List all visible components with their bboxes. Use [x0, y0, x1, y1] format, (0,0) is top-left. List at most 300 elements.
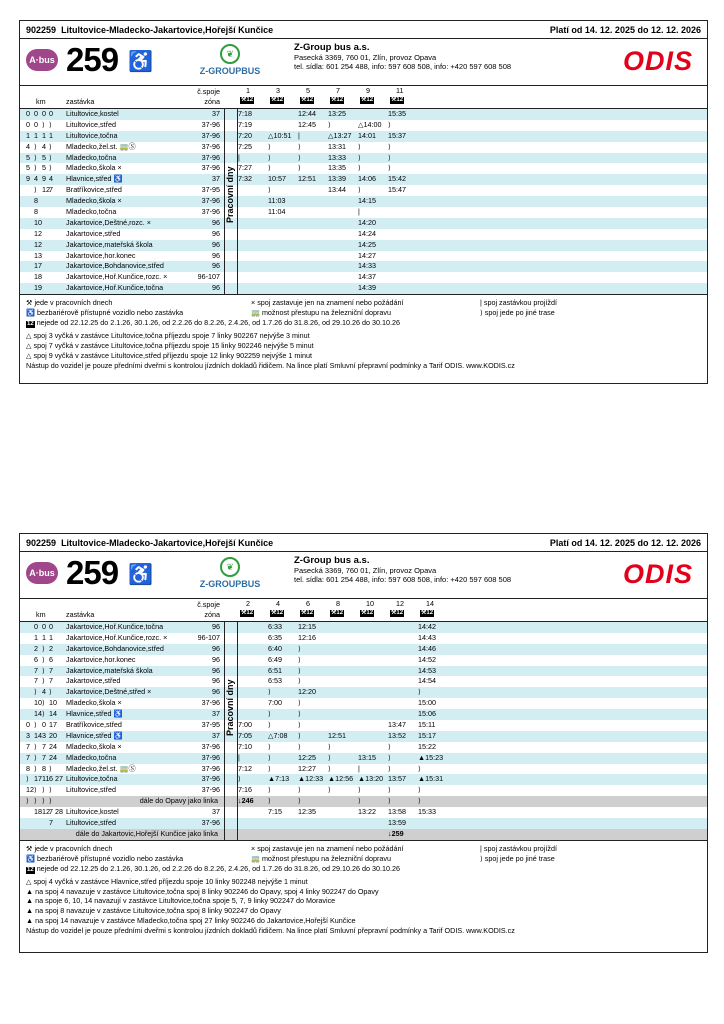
- note-line: ▲ na spoj 4 navazuje v zastávce Litultovice,točna spoj 8 linky 902246 do Opavy, spoj 4 linky 902247 do Opavy: [26, 886, 379, 896]
- km-value: 1: [49, 632, 53, 642]
- km-value: 10: [34, 217, 42, 227]
- km-value: ⟩: [34, 152, 37, 162]
- km-value: 0: [26, 720, 30, 730]
- km-value: 12: [42, 185, 50, 195]
- departure-time: ↓246: [238, 796, 254, 806]
- departure-time: 12:51: [298, 174, 316, 184]
- km-value: 6: [34, 654, 38, 664]
- zone-value: 96: [212, 250, 220, 260]
- route-name: Litultovice-Mladecko-Jakartovice,Hořejší Kunčice: [61, 538, 274, 548]
- legend-item: ♿ bezbariérově přístupné vozidlo nebo zastávka: [26, 853, 184, 863]
- departure-time: 6:40: [268, 643, 282, 653]
- stop-name: Litultovice,točna: [66, 774, 118, 784]
- km-value: 3: [26, 730, 30, 740]
- timetable-row: [20, 218, 707, 229]
- departure-time: ⟩: [358, 141, 361, 151]
- timetable-row: [20, 742, 707, 753]
- trip-flag-badge: ⚒12: [391, 97, 404, 103]
- departure-time: 13:33: [328, 152, 346, 162]
- timetable-row: [20, 283, 707, 294]
- zone-value: 96: [212, 283, 220, 293]
- zone-value: 37-96: [201, 785, 220, 795]
- departure-time: ⟩: [268, 163, 271, 173]
- km-value: 7: [34, 676, 38, 686]
- stop-name: Jakartovice,Deštné,rozc. ×: [66, 217, 151, 227]
- stop-name: Litultovice,střed: [66, 119, 116, 129]
- brand-bar: [20, 552, 707, 599]
- departure-time: ⟩: [358, 796, 361, 806]
- km-value: 0: [42, 622, 46, 631]
- departure-time: 10:57: [268, 174, 286, 184]
- departure-time: ▲13:20: [358, 774, 384, 784]
- trip-number: 2: [246, 599, 250, 608]
- km-value: 12: [42, 807, 50, 817]
- timetable-row: [20, 698, 707, 709]
- departure-time: 7:10: [238, 741, 252, 751]
- km-value: ⟩: [34, 785, 37, 795]
- departure-time: ⟩: [298, 676, 301, 686]
- km-value: 7: [49, 818, 53, 828]
- legend-item: 🚃 možnost přestupu na železniční dopravu: [251, 853, 391, 863]
- timetable-body: [20, 109, 707, 294]
- departure-time: 7:16: [238, 785, 252, 795]
- note-line: Nástup do vozidel je pouze předními dveřmi s kontrolou jízdních dokladů řidičem. Na lince platí Smluvní přepravní podmínky a Tarif ODIS. www.KODIS.cz: [26, 360, 515, 370]
- timetable-row: [20, 131, 707, 142]
- stop-name: Jakartovice,Hoř.Kunčice,točna: [66, 622, 164, 631]
- km-value: 0: [49, 109, 53, 118]
- timetable-row: [20, 196, 707, 207]
- km-value: 12: [34, 239, 42, 249]
- trip-flag-badge: ⚒12: [391, 610, 404, 616]
- departure-time: 6:33: [268, 622, 282, 631]
- km-value: 8: [34, 196, 38, 206]
- zone-value: 96: [212, 228, 220, 238]
- timetable-row: [20, 785, 707, 796]
- km-value: 4: [26, 141, 30, 151]
- zone-value: 37-96: [201, 774, 220, 784]
- departure-time: ⟩: [268, 763, 271, 773]
- departure-time: 15:47: [388, 185, 406, 195]
- notes: [20, 331, 707, 370]
- km-value: 9: [26, 174, 30, 184]
- departure-time: ⟩: [298, 741, 301, 751]
- km-value: 1: [42, 632, 46, 642]
- stop-name: dále do Jakartovic,Hořejší Kunčice jako linka: [75, 828, 218, 838]
- km-value: ⟩: [49, 152, 52, 162]
- km-value: ⟩: [49, 785, 52, 795]
- departure-time: 14:33: [358, 261, 376, 271]
- km-value: ⟩: [34, 796, 37, 806]
- km-value: 5: [26, 152, 30, 162]
- legend-item: ⟩ spoj jede po jiné trase: [480, 308, 555, 318]
- departure-time: ⟩: [388, 119, 391, 129]
- zgroup-leaf-icon: ❦: [220, 44, 240, 64]
- km-value: 14: [49, 709, 57, 719]
- km-header: km: [36, 610, 46, 619]
- departure-time: |: [358, 763, 360, 773]
- departure-time: ⟩: [268, 720, 271, 730]
- departure-time: ⟩: [268, 741, 271, 751]
- legend-item: × spoj zastavuje jen na znamení nebo požádání: [251, 298, 404, 308]
- departure-time: ⟩: [328, 785, 331, 795]
- trip-flag-badge: ⚒12: [271, 610, 284, 616]
- exception-badge: 12: [27, 866, 34, 873]
- km-value: 1: [49, 130, 53, 140]
- departure-time: ⟩: [298, 709, 301, 719]
- km-value: 18: [34, 272, 42, 282]
- legend-item: ⟩ spoj jede po jiné trase: [480, 853, 555, 863]
- departure-time: 12:15: [298, 622, 316, 631]
- km-value: ⟩: [26, 774, 29, 784]
- departure-time: 13:57: [388, 774, 406, 784]
- departure-time: ⟩: [418, 785, 421, 795]
- zone-value: 37: [212, 174, 220, 184]
- km-value: ⟩: [42, 709, 45, 719]
- wheelchair-icon: ♿: [128, 564, 153, 586]
- departure-time: 15:42: [388, 174, 406, 184]
- timetable-row: [20, 796, 707, 807]
- departure-time: 12:45: [298, 119, 316, 129]
- departure-time: ⟩: [298, 796, 301, 806]
- trip-number: 14: [426, 599, 434, 608]
- company-info: Z-Group bus a.s. Pasecká 3369, 760 01, Zlín, provoz Opava tel. sídla: 601 254 488, info: 597 608 508, info: +420 597 608 508: [294, 555, 512, 584]
- km-value: 11: [42, 774, 50, 784]
- km-value: ⟩: [34, 141, 37, 151]
- departure-time: 14:39: [358, 283, 376, 293]
- timetable-row: [20, 109, 707, 120]
- departure-time: ⟩: [328, 119, 331, 129]
- zone-value: 96: [212, 261, 220, 271]
- stop-name: Mladecko,škola ×: [66, 196, 122, 206]
- departure-time: ↓259: [388, 828, 404, 838]
- departure-time: 11:04: [268, 207, 286, 217]
- km-value: 5: [42, 152, 46, 162]
- timetable-row: [20, 655, 707, 666]
- timetable-row: [20, 807, 707, 818]
- departure-time: ⟩: [418, 687, 421, 697]
- line-code: 902259: [26, 538, 57, 548]
- stop-name: Jakartovice,Hoř.Kunčice,rozc. ×: [66, 632, 168, 642]
- timetable-row: [20, 207, 707, 218]
- departure-time: 7:12: [238, 763, 252, 773]
- departure-time: ⟩: [388, 763, 391, 773]
- departure-time: ⟩: [388, 796, 391, 806]
- km-header: km: [36, 97, 46, 106]
- legend-symbols: [26, 298, 701, 318]
- departure-time: 7:25: [238, 141, 252, 151]
- km-value: 4: [42, 687, 46, 697]
- departure-time: 14:20: [358, 217, 376, 227]
- timetable-row: [20, 261, 707, 272]
- stop-header: zastávka: [66, 97, 95, 106]
- departure-time: 14:01: [358, 130, 376, 140]
- stop-name: Litultovice,kostel: [66, 109, 119, 118]
- trip-number: 7: [336, 86, 340, 95]
- km-value: 12: [34, 228, 42, 238]
- legend: [20, 294, 707, 331]
- legend-symbols: [26, 844, 701, 864]
- departure-time: 12:27: [298, 763, 316, 773]
- km-value: 1: [34, 130, 38, 140]
- departure-time: ⟩: [328, 752, 331, 762]
- zone-value: 37-96: [201, 163, 220, 173]
- trip-number: 5: [306, 86, 310, 95]
- trip-no-header: č.spoje: [197, 600, 220, 609]
- km-value: 8: [42, 763, 46, 773]
- stop-name: Jakartovice,Hoř.Kunčice,rozc. ×: [66, 272, 168, 282]
- stop-name: Jakartovice,hor.konec: [66, 250, 136, 260]
- km-value: 0: [26, 109, 30, 118]
- km-value: 18: [34, 807, 42, 817]
- departure-time: △14:00: [358, 119, 382, 129]
- timetable-row: [20, 272, 707, 283]
- departure-time: ⟩: [388, 785, 391, 795]
- stop-name: Mladecko,žel.st. 🚃Ⓢ: [66, 141, 136, 151]
- validity: Platí od 14. 12. 2025 do 12. 12. 2026: [549, 538, 701, 548]
- departure-time: 7:05: [238, 730, 252, 740]
- timetable-row: [20, 229, 707, 240]
- km-value: 10: [49, 698, 57, 708]
- departure-time: ⟩: [298, 163, 301, 173]
- stop-name: Jakartovice,Bohdanovice,střed: [66, 643, 164, 653]
- abus-logo: A·bus: [26, 49, 58, 71]
- trip-flag-badge: ⚒12: [331, 97, 344, 103]
- km-value: 8: [26, 763, 30, 773]
- departure-time: 7:19: [238, 119, 252, 129]
- trip-flag-badge: ⚒12: [271, 97, 284, 103]
- departure-time: ⟩: [298, 785, 301, 795]
- zone-value: 37-96: [201, 119, 220, 129]
- km-value: 0: [34, 622, 38, 631]
- km-value: 7: [26, 741, 30, 751]
- km-value: 24: [49, 741, 57, 751]
- departure-time: ⟩: [298, 141, 301, 151]
- line-number: 259: [66, 41, 119, 78]
- trip-flag-badge: ⚒12: [301, 610, 314, 616]
- km-value: 17: [34, 774, 42, 784]
- km-value: ⟩: [34, 741, 37, 751]
- zone-value: 37-96: [201, 152, 220, 162]
- departure-time: ⟩: [418, 763, 421, 773]
- km-value: 7: [26, 752, 30, 762]
- departure-time: 7:00: [238, 720, 252, 730]
- zone-value: 37: [212, 109, 220, 118]
- timetable-row: [20, 753, 707, 764]
- timetable-row: [20, 142, 707, 153]
- trip-flag-badge: ⚒12: [241, 97, 254, 103]
- km-value: 7: [34, 665, 38, 675]
- km-value: 6: [49, 654, 53, 664]
- km-value: 12: [26, 785, 34, 795]
- km-value: 4: [49, 174, 53, 184]
- km-value: ⟩: [49, 141, 52, 151]
- km-value: ⟩: [34, 163, 37, 173]
- km-value: 20: [49, 730, 57, 740]
- departure-time: 15:33: [418, 807, 436, 817]
- stop-name: Mladecko,škola ×: [66, 163, 122, 173]
- departure-time: ⟩: [268, 152, 271, 162]
- zone-value: 37-96: [201, 196, 220, 206]
- zone-value: 96: [212, 217, 220, 227]
- departure-time: ⟩: [358, 152, 361, 162]
- departure-time: ⟩: [298, 654, 301, 664]
- departure-time: 14:42: [418, 622, 436, 631]
- km-value: 17: [34, 261, 42, 271]
- departure-time: 14:52: [418, 654, 436, 664]
- timetable-header: [20, 86, 707, 109]
- departure-time: ⟩: [298, 665, 301, 675]
- timetable-row: [20, 251, 707, 262]
- km-value: 7 28: [49, 807, 63, 817]
- stop-name: Hlavnice,střed ♿: [66, 730, 123, 740]
- legend-exception-line: [26, 864, 701, 874]
- timetable-row: [20, 687, 707, 698]
- km-value: ⟩: [49, 119, 52, 129]
- legend-item: | spoj zastávkou projíždí: [480, 298, 557, 308]
- legend: [20, 840, 707, 877]
- departure-time: 15:35: [388, 109, 406, 118]
- stop-name: Litultovice,střed: [66, 818, 116, 828]
- departure-time: 15:06: [418, 709, 436, 719]
- legend-item: × spoj zastavuje jen na znamení nebo požádání: [251, 843, 404, 853]
- km-value: 1: [42, 130, 46, 140]
- departure-time: 13:39: [328, 174, 346, 184]
- km-value: 2: [34, 643, 38, 653]
- km-value: 14: [34, 730, 42, 740]
- odis-logo: ODIS: [622, 559, 693, 589]
- zone-value: 37: [212, 730, 220, 740]
- operating-days-label: Pracovní dny: [225, 166, 235, 224]
- days-separator: [237, 109, 238, 294]
- departure-time: △10:51: [268, 130, 292, 140]
- departure-time: ⟩: [388, 163, 391, 173]
- legend-item: | spoj zastávkou projíždí: [480, 843, 557, 853]
- zgroup-logo: ❦ Z-GROUPBUS: [195, 557, 265, 589]
- km-value: ⟩: [42, 665, 45, 675]
- stop-header: zastávka: [66, 610, 95, 619]
- km-value: 0: [34, 109, 38, 118]
- stop-name: dále do Opavy jako linka: [139, 796, 218, 806]
- stop-name: Jakartovice,střed: [66, 676, 121, 686]
- zone-value: 37-95: [201, 720, 220, 730]
- km-value: 14: [34, 709, 42, 719]
- departure-time: 13:52: [388, 730, 406, 740]
- note-line: △ spoj 9 vyčká v zastávce Litultovice,střed příjezdu spoje 12 linky 902259 nejvýše 1 minut: [26, 350, 312, 360]
- zone-value: 96: [212, 643, 220, 653]
- departure-time: ⟩: [268, 687, 271, 697]
- departure-time: ▲12:56: [328, 774, 354, 784]
- departure-time: ⟩: [238, 774, 241, 784]
- departure-time: ⟩: [388, 741, 391, 751]
- km-value: ⟩: [42, 676, 45, 686]
- km-value: 2: [49, 643, 53, 653]
- departure-time: ⟩: [268, 752, 271, 762]
- departure-time: 6:35: [268, 632, 282, 642]
- departure-time: △13:27: [328, 130, 352, 140]
- departure-time: 14:24: [358, 228, 376, 238]
- departure-time: ⟩: [358, 185, 361, 195]
- departure-time: ⟩: [298, 720, 301, 730]
- departure-time: 12:44: [298, 109, 316, 118]
- timetable-row: [20, 240, 707, 251]
- odis-logo: ODIS: [622, 46, 693, 76]
- legend-item: ♿ bezbariérově přístupné vozidlo nebo zastávka: [26, 308, 184, 318]
- departure-time: ⟩: [268, 141, 271, 151]
- departure-time: ⟩: [268, 796, 271, 806]
- zone-value: 96: [212, 676, 220, 686]
- trip-number: 4: [276, 599, 280, 608]
- departure-time: 15:11: [418, 720, 436, 730]
- departure-time: |: [238, 752, 240, 762]
- timetable-row: [20, 774, 707, 785]
- trip-number: 9: [366, 86, 370, 95]
- km-value: ⟩: [49, 763, 52, 773]
- abus-logo: A·bus: [26, 562, 58, 584]
- note-line: △ spoj 7 vyčká v zastávce Litultovice,točna příjezdu spoje 15 linky 902246 nejvýše 5 minut: [26, 340, 314, 350]
- departure-time: |: [238, 152, 240, 162]
- stop-name: Jakartovice,mateřská škola: [66, 239, 153, 249]
- trip-number: 12: [396, 599, 404, 608]
- departure-time: ⟩: [328, 763, 331, 773]
- km-value: ⟩: [42, 785, 45, 795]
- departure-time: 7:27: [238, 163, 252, 173]
- days-separator: [237, 622, 238, 840]
- km-value: ⟩: [42, 796, 45, 806]
- km-value: 19: [34, 283, 42, 293]
- stop-name: Bratříkovice,střed: [66, 720, 122, 730]
- timetable-body: [20, 622, 707, 840]
- departure-time: 13:59: [388, 818, 406, 828]
- km-value: 0: [49, 622, 53, 631]
- departure-time: ⟩: [358, 785, 361, 795]
- departure-time: 14:43: [418, 632, 436, 642]
- km-value: ⟩: [34, 687, 37, 697]
- departure-time: ⟩: [418, 796, 421, 806]
- departure-time: 7:18: [238, 109, 252, 118]
- trip-flag-badge: ⚒12: [241, 610, 254, 616]
- zone-value: 37-96: [201, 207, 220, 217]
- stop-name: Jakartovice,Deštné,střed ×: [66, 687, 152, 697]
- km-value: ⟩: [42, 643, 45, 653]
- departure-time: ▲7:13: [268, 774, 290, 784]
- note-line: △ spoj 3 vyčká v zastávce Litultovice,točna příjezdu spoje 7 linky 902267 nejvýše 3 minut: [26, 331, 310, 341]
- km-value: 1: [34, 632, 38, 642]
- km-value: 4: [34, 174, 38, 184]
- km-value: 17: [49, 720, 57, 730]
- departure-time: ▲15:23: [418, 752, 444, 762]
- km-value: ⟩: [49, 796, 52, 806]
- exception-badge: 12: [27, 321, 34, 328]
- departure-time: ⟩: [268, 785, 271, 795]
- departure-time: ⟩: [298, 643, 301, 653]
- km-value: 24: [49, 752, 57, 762]
- departure-time: 15:37: [388, 130, 406, 140]
- operating-days-label: Pracovní dny: [225, 679, 235, 737]
- card-header: [20, 21, 707, 39]
- card-header: [20, 534, 707, 552]
- timetable-row: [20, 829, 707, 840]
- trip-number: 10: [366, 599, 374, 608]
- departure-time: 7:15: [268, 807, 282, 817]
- departure-time: 11:03: [268, 196, 286, 206]
- departure-time: 13:58: [388, 807, 406, 817]
- zone-value: 37-96: [201, 698, 220, 708]
- km-value: 4: [42, 141, 46, 151]
- validity: Platí od 14. 12. 2025 do 12. 12. 2026: [549, 25, 701, 35]
- zgroup-logo: ❦ Z-GROUPBUS: [195, 44, 265, 76]
- note-line: ▲ na spoj 14 navazuje v zastávce Mladecko,točna spoj 27 linky 902246 do Jakartovice,Hořejší Kunčice: [26, 916, 356, 925]
- stop-name: Mladecko,škola ×: [66, 698, 122, 708]
